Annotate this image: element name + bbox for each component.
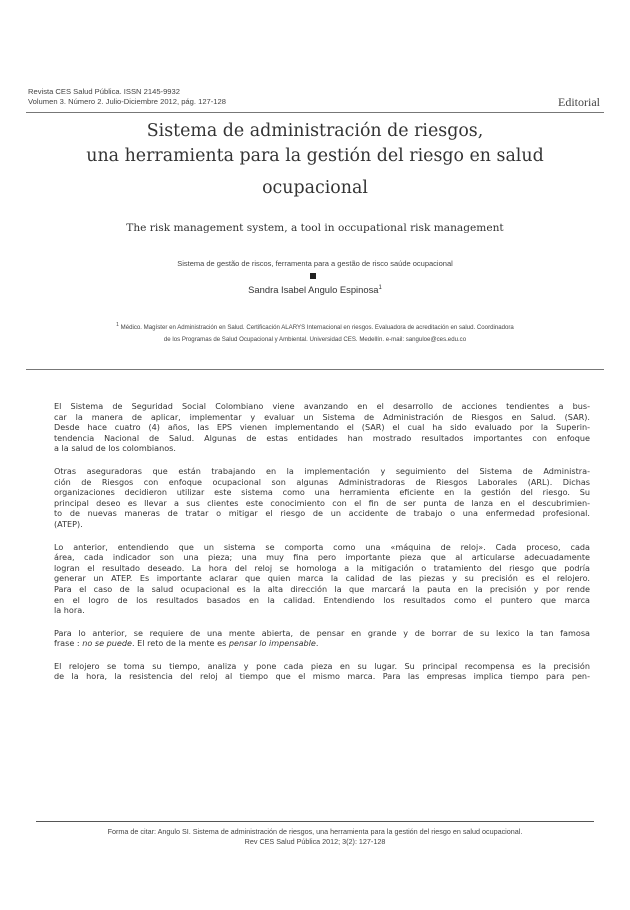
author-marker: 1 (378, 284, 382, 291)
paragraph-1: El Sistema de Seguridad Social Colombiano viene avanzando en el desarrollo de acciones tendientes a bus- car la manera de aplicar, implementar y evaluar un Sistema de Administración de Riesgos en Salud. (SAR). Desde hace cuatro (4) años, las EPS vienen implementando el (SAR) el cual ha sido evaluado por la Superin- tendencia Nacional de Salud. Algunas de estas entidades han mostrado resultados importantes con enfoque a la salud de los colombianos. (54, 401, 590, 454)
journal-volume: Volumen 3. Número 2. Julio-Diciembre 2012, pág. 127-128 (28, 97, 226, 106)
portuguese-title: Sistema de gestão de riscos, ferramenta para a gestão de risco saúde ocupacional (177, 259, 453, 268)
title-line-3: ocupacional (262, 178, 368, 198)
paragraph-4: Para lo anterior, se requiere de una mente abierta, de pensar en grande y de borrar de su lexico la tan famosa frase : no se puede. El reto de la mente es pensar lo impensable. (54, 627, 590, 649)
paragraph-2: Otras aseguradoras que están trabajando en la implementación y seguimiento del Sistema de Administra- ción de Riesgos con enfoque ocupacional son algunas Administradoras de Riesgos Laborales (ARL). Dichas organizaciones decidieron utilizar este sistema como una herramienta eficiente en la gestión del riesgo. Su principal deseo es llevar a sus clientes este conocimiento con el fin de ser punta de lanza en el descubrimien- to de nuevas maneras de tratar o mitigar el riesgo de un accidente de trabajo o una enfermedad profesional. (ATEP). (54, 465, 590, 529)
citation-line-2: Rev CES Salud Pública 2012; 3(2): 127-128 (244, 837, 386, 846)
title-line-2: una herramienta para la gestión del riesgo en salud (86, 146, 544, 166)
separator-square-icon (310, 273, 316, 279)
author-name: Sandra Isabel Angulo Espinosa (248, 284, 379, 295)
emphasis-no-se-puede: no se puede (82, 638, 133, 649)
citation-note (10, 827, 620, 847)
emphasis-pensar-lo-impensable: pensar lo impensable (228, 638, 316, 649)
paragraph-3: Lo anterior, entendiendo que un sistema se comporta como una «máquina de reloj». Cada proceso, cada área, cada indicador son una pieza; una muy fina pero importante pieza que al articularse adecuadamente logran el resultado deseado. La hora del reloj se homologa a la mitigación o tratamiento del riesgo que podría generar un ATEP. Es importante aclarar que quien marca la calidad de las piezas y su precisión es el relojero. Para el caso de la salud ocupacional es la alta dirección la que marcará la pauta en la precisión y por rende en el logro de los resultados basados en la calidad. Entendiendo los resultados como el puntero que marca la hora. (54, 541, 590, 616)
header-divider (26, 112, 604, 113)
content-divider (26, 369, 604, 370)
english-title: The risk management system, a tool in occupational risk management (126, 222, 504, 234)
affiliation-line-1: Médico. Magíster en Administración en Salud. Certificación ALARYS Internacional en riesgos. Evaluadora de acreditación en salud. Coordinadora (120, 324, 514, 332)
journal-issn: Revista CES Salud Pública. ISSN 2145-9932 (28, 87, 180, 96)
author-affiliation (20, 319, 610, 346)
affiliation-marker: 1 (116, 322, 119, 328)
title-line-1: Sistema de administración de riesgos, (146, 121, 484, 141)
article-body (54, 401, 590, 694)
affiliation-line-2: de los Programas de Salud Ocupacional y Ambiental. Universidad CES. Medellín. e-mail: sanguloe@ces.edu.co (163, 336, 467, 344)
author-line (20, 284, 610, 295)
journal-info (28, 87, 388, 107)
footer-divider (36, 821, 594, 822)
article-title (20, 119, 610, 201)
section-label: Editorial (558, 95, 600, 109)
paragraph-5: El relojero se toma su tiempo, analiza y pone cada pieza en su lugar. Su principal recompensa es la precisión de la hora, la resistencia del reloj al tiempo que el mismo marca. Para las empresas implica tiempo para pen- (54, 660, 590, 682)
citation-line-1: Forma de citar: Angulo SI. Sistema de administración de riesgos, una herramienta para la gestión del riesgo en salud ocupacional. (107, 827, 523, 836)
